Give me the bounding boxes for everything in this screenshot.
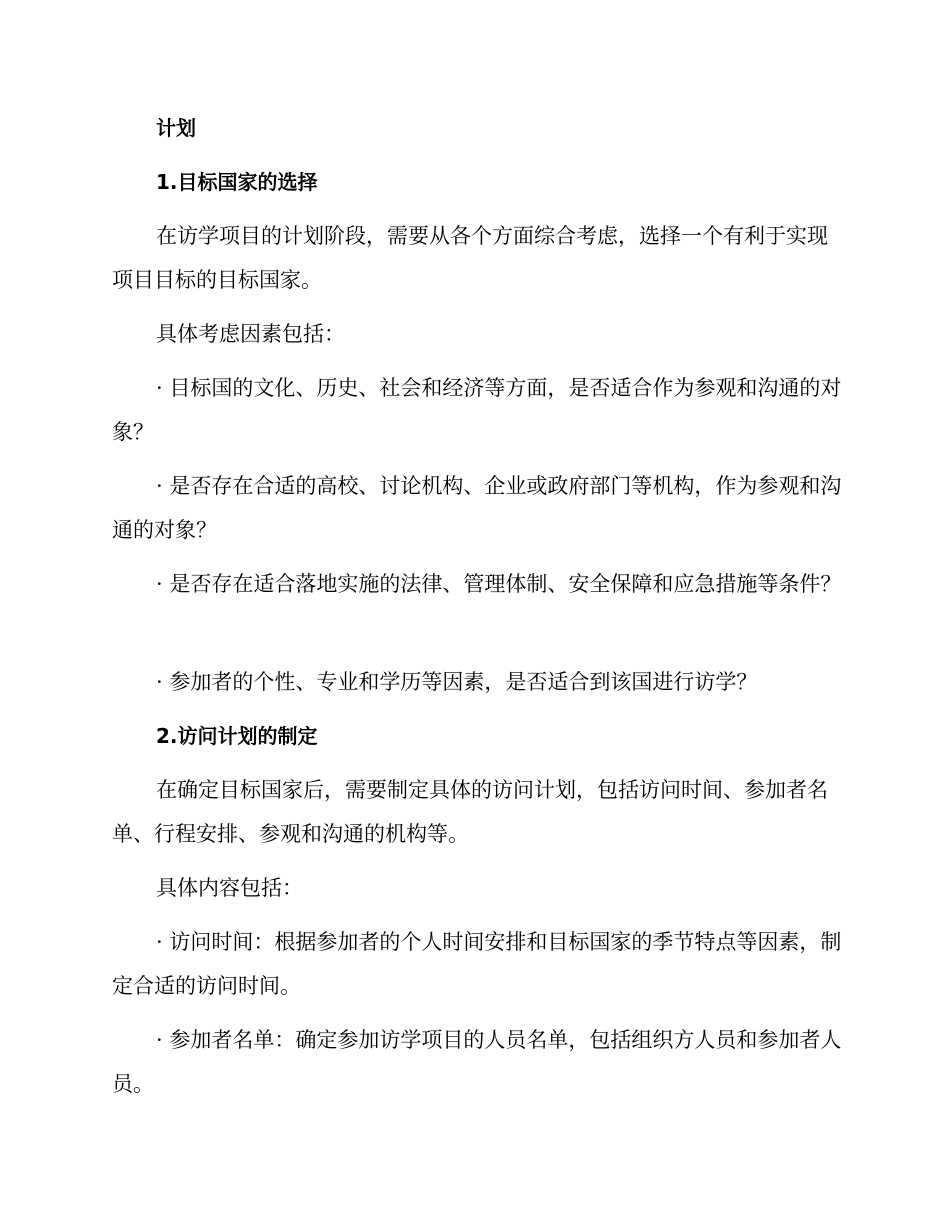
section1-bullet-1: · 目标国的文化、历史、社会和经济等方面，是否适合作为参观和沟通的对象？ [112,376,842,444]
section2-title: 2.访问计划的制定 [156,724,318,748]
section1-bullet-4: · 参加者的个性、专业和学历等因素，是否适合到该国进行访学？ [156,670,758,694]
section1-intro-paragraph: 在访学项目的计划阶段，需要从各个方面综合考虑，选择一个有利于实现项目目标的目标国家。 [112,224,828,292]
section2-bullet-2: · 参加者名单：确定参加访学项目的人员名单，包括组织方人员和参加者人员。 [112,1028,842,1096]
section1-bullet-3: · 是否存在适合落地实施的法律、管理体制、安全保障和应急措施等条件？ [156,572,842,596]
section2-intro-paragraph: 在确定目标国家后，需要制定具体的访问计划，包括访问时间、参加者名单、行程安排、参观和沟通的机构等。 [112,778,828,846]
section1-factors-label: 具体考虑因素包括： [156,322,345,346]
section2-bullet-1: · 访问时间：根据参加者的个人时间安排和目标国家的季节特点等因素，制定合适的访问时间。 [112,930,842,998]
section1-bullet-2: · 是否存在合适的高校、讨论机构、企业或政府部门等机构，作为参观和沟通的对象？ [112,474,842,542]
section2-content-label: 具体内容包括： [156,876,303,900]
heading-plan: 计划 [156,116,196,140]
section1-title: 1.目标国家的选择 [156,170,318,194]
